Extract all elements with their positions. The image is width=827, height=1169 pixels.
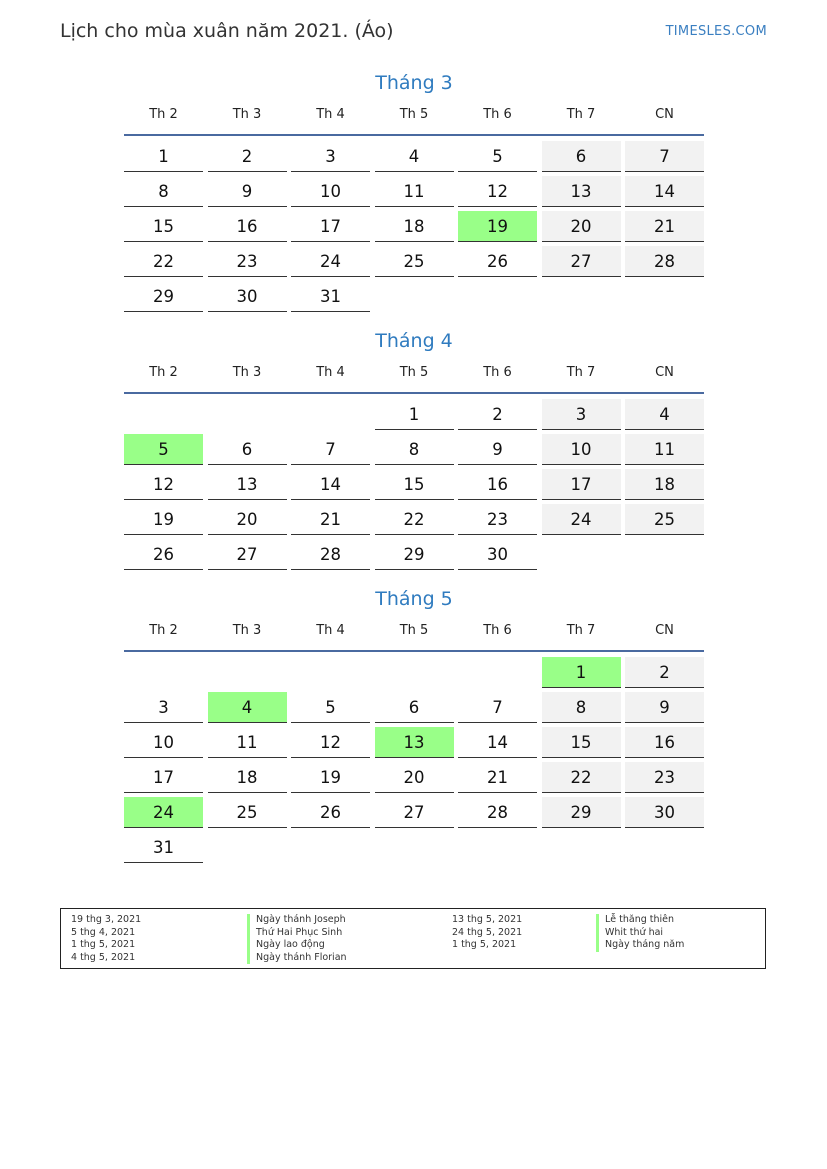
day-cell[interactable]: 2 — [208, 141, 287, 172]
months-container — [124, 68, 704, 877]
day-cell[interactable]: 22 — [375, 504, 454, 535]
page-title: Lịch cho mùa xuân năm 2021. (Áo) — [60, 20, 394, 42]
day-cell[interactable]: 31 — [124, 832, 203, 863]
month-title: Tháng 5 — [375, 588, 453, 610]
day-cell[interactable]: 4 — [375, 141, 454, 172]
weekday-header — [124, 614, 704, 652]
day-cell[interactable]: 27 — [208, 539, 287, 570]
day-cell[interactable]: 6 — [208, 434, 287, 465]
day-cell[interactable]: 10 — [542, 434, 621, 465]
day-cell[interactable]: 11 — [375, 176, 454, 207]
month-calendar — [124, 584, 704, 863]
day-cell[interactable]: 21 — [291, 504, 370, 535]
legend-holiday-name: Lễ thăng thiên — [596, 914, 684, 927]
day-cell[interactable]: 9 — [208, 176, 287, 207]
empty-day-cell — [291, 399, 370, 430]
day-cell[interactable]: 3 — [124, 692, 203, 723]
day-cell[interactable]: 8 — [375, 434, 454, 465]
day-cell[interactable]: 8 — [124, 176, 203, 207]
day-cell[interactable]: 12 — [124, 469, 203, 500]
day-cell[interactable]: 7 — [625, 141, 704, 172]
weekday-label: Th 2 — [149, 107, 178, 122]
day-cell[interactable]: 7 — [291, 434, 370, 465]
day-grid — [124, 399, 704, 570]
weekday-label: Th 6 — [483, 107, 512, 122]
day-cell[interactable]: 31 — [291, 281, 370, 312]
day-cell[interactable]: 17 — [124, 762, 203, 793]
day-cell[interactable]: 14 — [458, 727, 537, 758]
day-cell[interactable]: 23 — [458, 504, 537, 535]
legend-date: 1 thg 5, 2021 — [71, 939, 136, 951]
weekday-label: Th 4 — [316, 365, 345, 380]
day-cell[interactable]: 24 — [291, 246, 370, 277]
day-cell[interactable]: 3 — [291, 141, 370, 172]
empty-day-cell — [291, 657, 370, 688]
day-cell[interactable]: 26 — [458, 246, 537, 277]
day-cell[interactable]: 30 — [625, 797, 704, 828]
weekday-label: Th 3 — [232, 107, 262, 122]
empty-day-cell — [375, 657, 454, 688]
day-cell[interactable]: 1 — [375, 399, 454, 430]
weekday-label: Th 2 — [149, 365, 178, 380]
day-cell[interactable]: 26 — [291, 797, 370, 828]
day-cell[interactable]: 29 — [124, 281, 203, 312]
empty-day-cell — [208, 657, 287, 688]
day-cell[interactable]: 18 — [375, 211, 454, 242]
day-cell[interactable]: 2 — [625, 657, 704, 688]
day-cell[interactable]: 4 — [625, 399, 704, 430]
day-cell[interactable]: 18 — [625, 469, 704, 500]
day-cell[interactable]: 23 — [208, 246, 287, 277]
weekday-label: Th 5 — [399, 365, 429, 380]
day-cell[interactable]: 11 — [625, 434, 704, 465]
day-cell[interactable]: 28 — [458, 797, 537, 828]
weekday-label: Th 5 — [399, 623, 429, 638]
legend-date: 1 thg 5, 2021 — [452, 939, 517, 951]
day-cell[interactable]: 28 — [291, 539, 370, 570]
day-cell[interactable]: 30 — [208, 281, 287, 312]
legend-names-col-1 — [247, 914, 347, 964]
legend-date: 13 thg 5, 2021 — [452, 914, 523, 925]
day-cell[interactable]: 13 — [542, 176, 621, 207]
day-cell[interactable]: 15 — [542, 727, 621, 758]
legend-date: 5 thg 4, 2021 — [71, 926, 136, 938]
legend-date: 19 thg 3, 2021 — [71, 914, 142, 925]
legend-holiday-name: Ngày thánh Florian — [247, 952, 347, 965]
holiday-day-cell[interactable]: 1 — [542, 657, 621, 688]
weekday-label: Th 4 — [316, 107, 345, 122]
weekday-label: Th 7 — [566, 365, 596, 380]
month-calendar — [124, 68, 704, 312]
day-cell[interactable]: 6 — [375, 692, 454, 723]
day-cell[interactable]: 15 — [375, 469, 454, 500]
empty-day-cell — [124, 657, 203, 688]
month-title: Tháng 3 — [375, 72, 453, 94]
day-cell[interactable]: 16 — [208, 211, 287, 242]
legend-holiday-name: Thứ Hai Phục Sinh — [247, 927, 347, 940]
day-cell[interactable]: 8 — [542, 692, 621, 723]
empty-day-cell — [124, 399, 203, 430]
weekday-header — [124, 356, 704, 394]
weekday-label: Th 5 — [399, 107, 429, 122]
day-cell[interactable]: 23 — [625, 762, 704, 793]
day-cell[interactable]: 22 — [124, 246, 203, 277]
day-cell[interactable]: 21 — [458, 762, 537, 793]
day-cell[interactable]: 27 — [542, 246, 621, 277]
day-cell[interactable]: 9 — [625, 692, 704, 723]
day-cell[interactable]: 18 — [208, 762, 287, 793]
holiday-day-cell[interactable]: 5 — [124, 434, 203, 465]
weekday-header — [124, 98, 704, 136]
day-cell[interactable]: 30 — [458, 539, 537, 570]
day-cell[interactable]: 10 — [124, 727, 203, 758]
day-cell[interactable]: 20 — [542, 211, 621, 242]
legend-date: 4 thg 5, 2021 — [71, 951, 136, 963]
day-grid — [124, 141, 704, 312]
weekday-label: Th 6 — [483, 623, 512, 638]
day-cell[interactable]: 22 — [542, 762, 621, 793]
day-cell[interactable]: 12 — [458, 176, 537, 207]
day-cell[interactable]: 14 — [625, 176, 704, 207]
day-cell[interactable]: 16 — [625, 727, 704, 758]
weekday-label: Th 3 — [232, 365, 262, 380]
day-grid — [124, 657, 704, 863]
day-cell[interactable]: 20 — [208, 504, 287, 535]
day-cell[interactable]: 5 — [458, 141, 537, 172]
weekday-label: CN — [655, 365, 674, 380]
weekday-label: Th 7 — [566, 623, 596, 638]
day-cell[interactable]: 20 — [375, 762, 454, 793]
weekday-label: Th 2 — [149, 623, 178, 638]
day-cell[interactable]: 14 — [291, 469, 370, 500]
day-cell[interactable]: 11 — [208, 727, 287, 758]
day-cell[interactable]: 13 — [208, 469, 287, 500]
legend-date: 24 thg 5, 2021 — [452, 926, 523, 938]
weekday-label: Th 6 — [483, 365, 512, 380]
day-cell[interactable]: 28 — [625, 246, 704, 277]
legend-holiday-name: Ngày thánh Joseph — [247, 914, 347, 927]
legend-holiday-name: Whit thứ hai — [596, 927, 684, 940]
weekday-label: Th 7 — [566, 107, 596, 122]
day-cell[interactable]: 3 — [542, 399, 621, 430]
day-cell[interactable]: 27 — [375, 797, 454, 828]
day-cell[interactable]: 9 — [458, 434, 537, 465]
site-link[interactable]: TIMESLES.COM — [665, 24, 767, 39]
day-cell[interactable]: 21 — [625, 211, 704, 242]
legend-holiday-name: Ngày tháng năm — [596, 939, 684, 952]
day-cell[interactable]: 17 — [542, 469, 621, 500]
day-cell[interactable]: 16 — [458, 469, 537, 500]
holiday-legend — [60, 908, 766, 969]
legend-dates-col-1 — [71, 914, 141, 964]
day-cell[interactable]: 7 — [458, 692, 537, 723]
legend-holiday-name: Ngày lao động — [247, 939, 347, 952]
day-cell[interactable]: 19 — [124, 504, 203, 535]
month-title: Tháng 4 — [375, 330, 453, 352]
day-cell[interactable]: 10 — [291, 176, 370, 207]
day-cell[interactable]: 2 — [458, 399, 537, 430]
day-cell[interactable]: 25 — [625, 504, 704, 535]
day-cell[interactable]: 26 — [124, 539, 203, 570]
weekday-label: Th 4 — [316, 623, 345, 638]
month-calendar — [124, 326, 704, 570]
empty-day-cell — [208, 399, 287, 430]
day-cell[interactable]: 12 — [291, 727, 370, 758]
holiday-day-cell[interactable]: 24 — [124, 797, 203, 828]
day-cell[interactable]: 1 — [124, 141, 203, 172]
holiday-day-cell[interactable]: 13 — [375, 727, 454, 758]
weekday-label: CN — [655, 107, 674, 122]
day-cell[interactable]: 17 — [291, 211, 370, 242]
day-cell[interactable]: 5 — [291, 692, 370, 723]
day-cell[interactable]: 29 — [375, 539, 454, 570]
day-cell[interactable]: 6 — [542, 141, 621, 172]
day-cell[interactable]: 25 — [375, 246, 454, 277]
legend-names-col-2 — [596, 914, 684, 952]
day-cell[interactable]: 29 — [542, 797, 621, 828]
holiday-day-cell[interactable]: 4 — [208, 692, 287, 723]
holiday-day-cell[interactable]: 19 — [458, 211, 537, 242]
empty-day-cell — [458, 657, 537, 688]
day-cell[interactable]: 15 — [124, 211, 203, 242]
weekday-label: CN — [655, 623, 674, 638]
day-cell[interactable]: 25 — [208, 797, 287, 828]
legend-dates-col-2 — [452, 914, 522, 952]
weekday-label: Th 3 — [232, 623, 262, 638]
day-cell[interactable]: 24 — [542, 504, 621, 535]
day-cell[interactable]: 19 — [291, 762, 370, 793]
